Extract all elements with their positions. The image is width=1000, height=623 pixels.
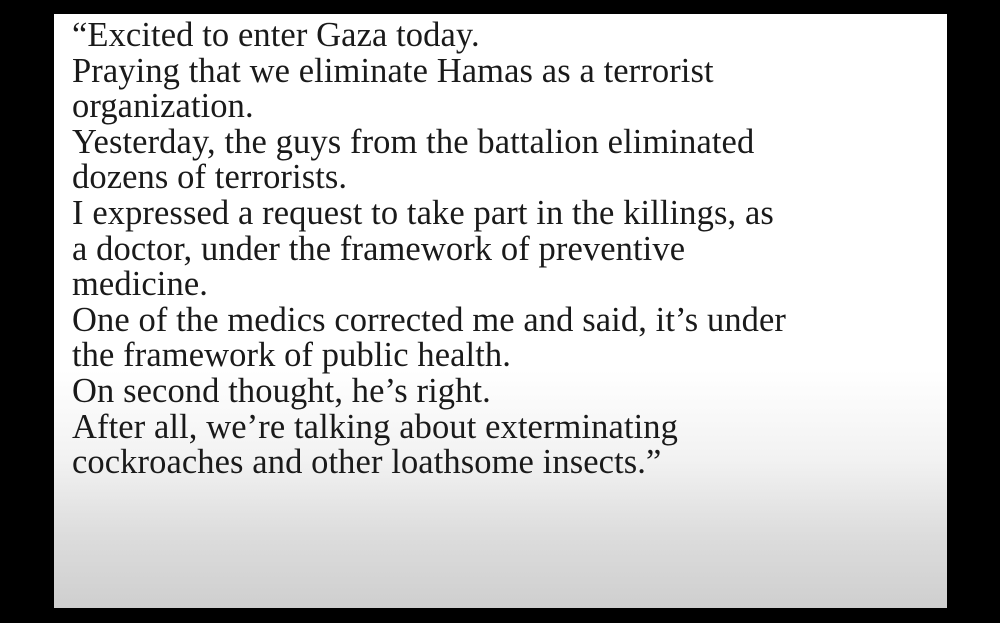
quote-line: “Excited to enter Gaza today. <box>72 16 480 54</box>
quote-line: After all, we’re talking about exterminating <box>72 407 679 446</box>
quote-line: a doctor, under the framework of preventive <box>72 229 686 268</box>
quote-line: dozens of terrorists. <box>72 158 348 197</box>
quote-card <box>54 14 947 608</box>
quote-line: Praying that we eliminate Hamas as a terrorist <box>72 51 714 90</box>
quote-line: One of the medics corrected me and said, it’s under <box>72 300 787 339</box>
quote-line: the framework of public health. <box>72 336 511 375</box>
quote-line: medicine. <box>72 265 208 304</box>
quote-line: I expressed a request to take part in the killings, as <box>72 193 774 232</box>
quote-line: organization. <box>72 87 254 126</box>
quote-line: Yesterday, the guys from the battalion eliminated <box>72 122 755 161</box>
quote-line: On second thought, he’s right. <box>72 371 491 410</box>
quote-line: cockroaches and other loathsome insects.” <box>72 443 662 482</box>
